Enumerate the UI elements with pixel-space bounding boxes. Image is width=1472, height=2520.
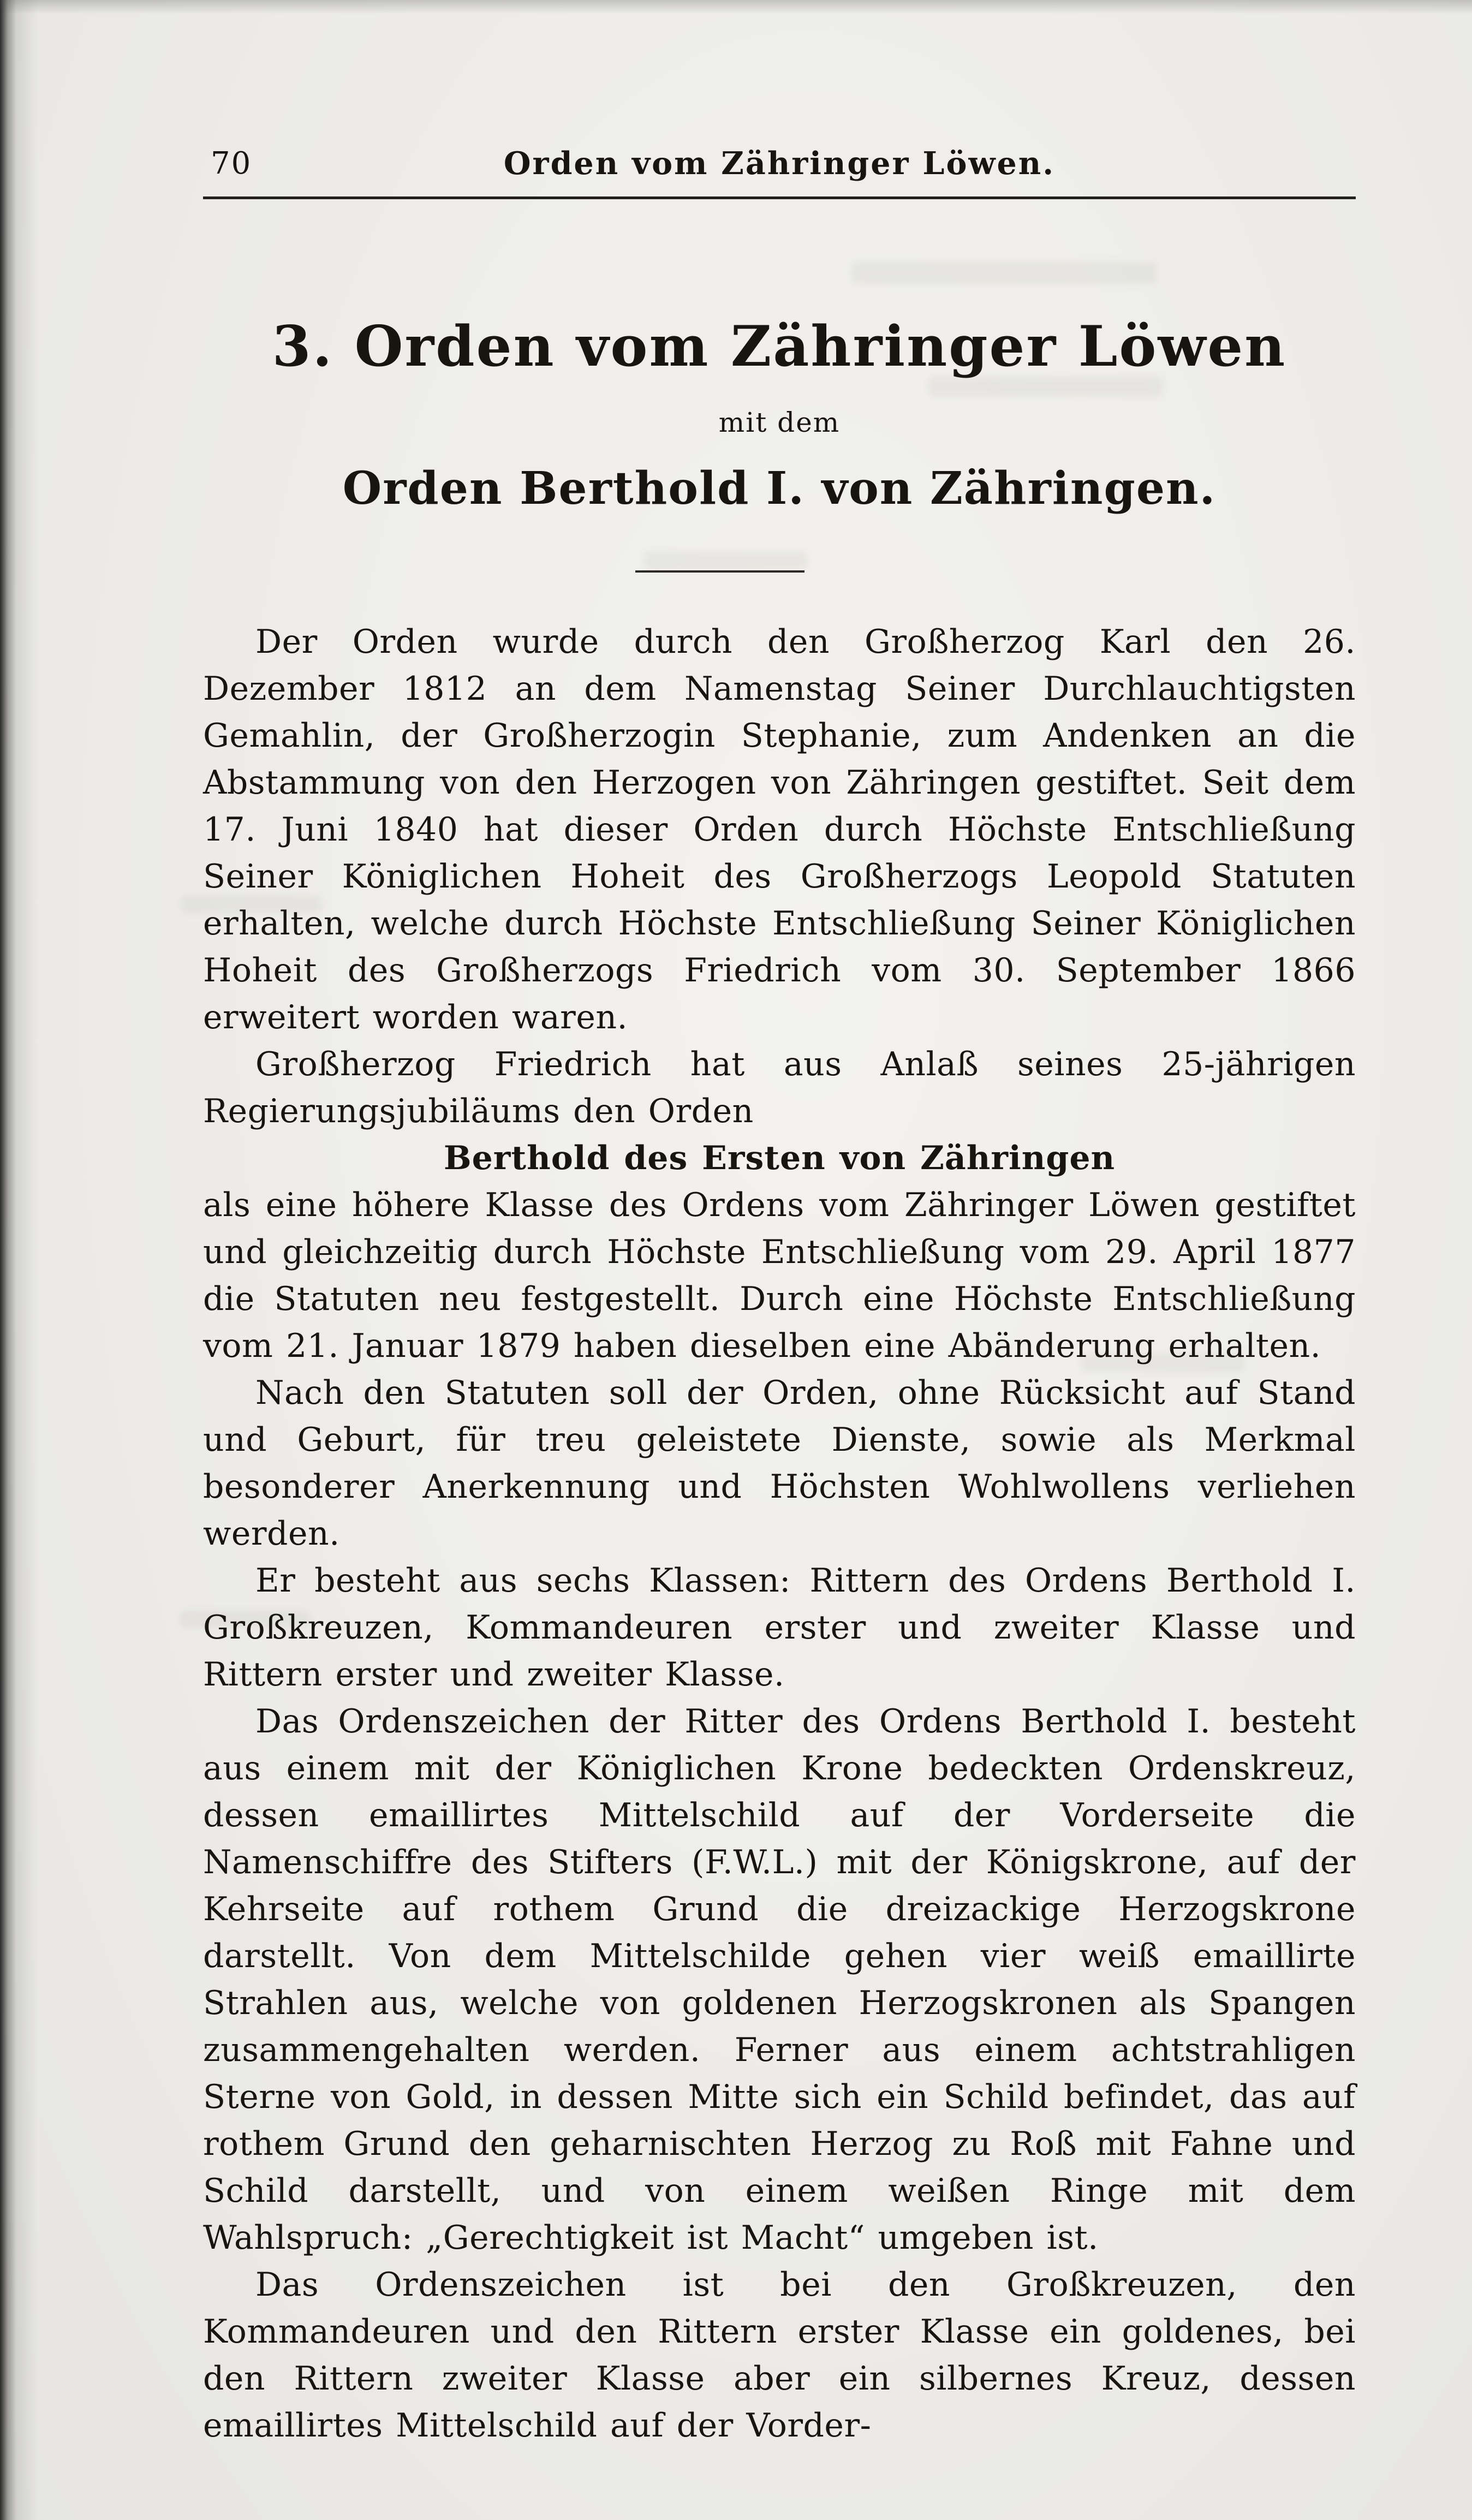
- running-header-title: Orden vom Zähringer Löwen.: [503, 145, 1056, 182]
- bleed-through-smudge: [851, 262, 1157, 284]
- title-connector: mit dem: [718, 407, 841, 438]
- running-header: [203, 0, 1356, 186]
- paragraph-insignia-description: Das Ordenszeichen der Ritter des Ordens Berthold I. besteht aus einem mit der Königlichen Krone bedeckten Ordenskreuz, dessen emaillirtes Mittelschild auf der Vorderseite die Namenschiffre des Stifters (F.W.L.) mit der Königskrone, auf der Kehrseite auf rothem Grund die dreizackige Herzogskrone darstellt. Von dem Mittelschilde gehen vier weiß emaillirte Strahlen aus, welche von goldenen Herzogskronen als Spangen zusammengehalten werden. Ferner aus einem achtstrahligen Sterne von Gold, in dessen Mitte sich ein Schild befindet, das auf rothem Grund den geharnischten Herzog zu Roß mit Fahne und Schild darstellt, und von einem weißen Ringe mit dem Wahlspruch: „Gerechtigkeit ist Macht“ umgeben ist.: [203, 1702, 1356, 2257]
- chapter-title: 3. Orden vom Zähringer Löwen: [272, 314, 1287, 379]
- bleed-through-smudge: [644, 551, 808, 570]
- title-divider-rule: [635, 570, 804, 573]
- paragraph-statutes: Nach den Statuten soll der Orden, ohne Rücksicht auf Stand und Geburt, für treu geleistete Dienste, sowie als Merkmal besonderer Anerkennung und Höchsten Wohlwollens verliehen werden.: [203, 1374, 1356, 1553]
- scan-gutter-shadow: [0, 0, 38, 2520]
- header-rule: [203, 196, 1356, 199]
- paragraph-jubilee-intro: Großherzog Friedrich hat aus Anlaß seines 25-jährigen Regierungsjubiläums den Orden: [203, 1045, 1356, 1130]
- chapter-subtitle: Orden Berthold I. von Zähringen.: [342, 462, 1217, 515]
- paragraph-classes: Er besteht aus sechs Klassen: Rittern des Ordens Berthold I. Großkreuzen, Kommandeuren erster und zweiter Klasse und Rittern erster und zweiter Klasse.: [203, 1562, 1356, 1694]
- inline-heading-berthold: Berthold des Ersten von Zähringen: [443, 1139, 1116, 1177]
- page-number: 70: [211, 146, 252, 181]
- paragraph-founding: Der Orden wurde durch den Großherzog Karl den 26. Dezember 1812 an dem Namenstag Seiner Durchlauchtigsten Gemahlin, der Großherzogin Stephanie, zum Andenken an die Abstammung von den Herzogen von Zähringen gestiftet. Seit dem 17. Juni 1840 hat dieser Orden durch Höchste Entschließung Seiner Königlichen Hoheit des Großherzogs Leopold Statuten erhalten, welche durch Höchste Entschließung Seiner Königlichen Hoheit des Großherzogs Friedrich vom 30. September 1866 erweitert worden waren.: [203, 623, 1356, 1036]
- paragraph-jubilee-rest: als eine höhere Klasse des Ordens vom Zähringer Löwen gestiftet und gleichzeitig durch Höchste Entschließung vom 29. April 1877 die Statuten neu festgestellt. Durch eine Höchste Entschließung vom 21. Januar 1879 haben dieselben eine Abänderung erhalten.: [203, 1186, 1356, 1365]
- body-text: [203, 618, 1356, 2449]
- bleed-through-smudge: [928, 377, 1163, 396]
- paragraph-insignia-materials: Das Ordenszeichen ist bei den Großkreuzen, den Kommandeuren und den Rittern erster Klasse ein goldenes, bei den Rittern zweiter Klasse aber ein silbernes Kreuz, dessen emaillirtes Mittelschild auf der Vorder-: [203, 2266, 1356, 2445]
